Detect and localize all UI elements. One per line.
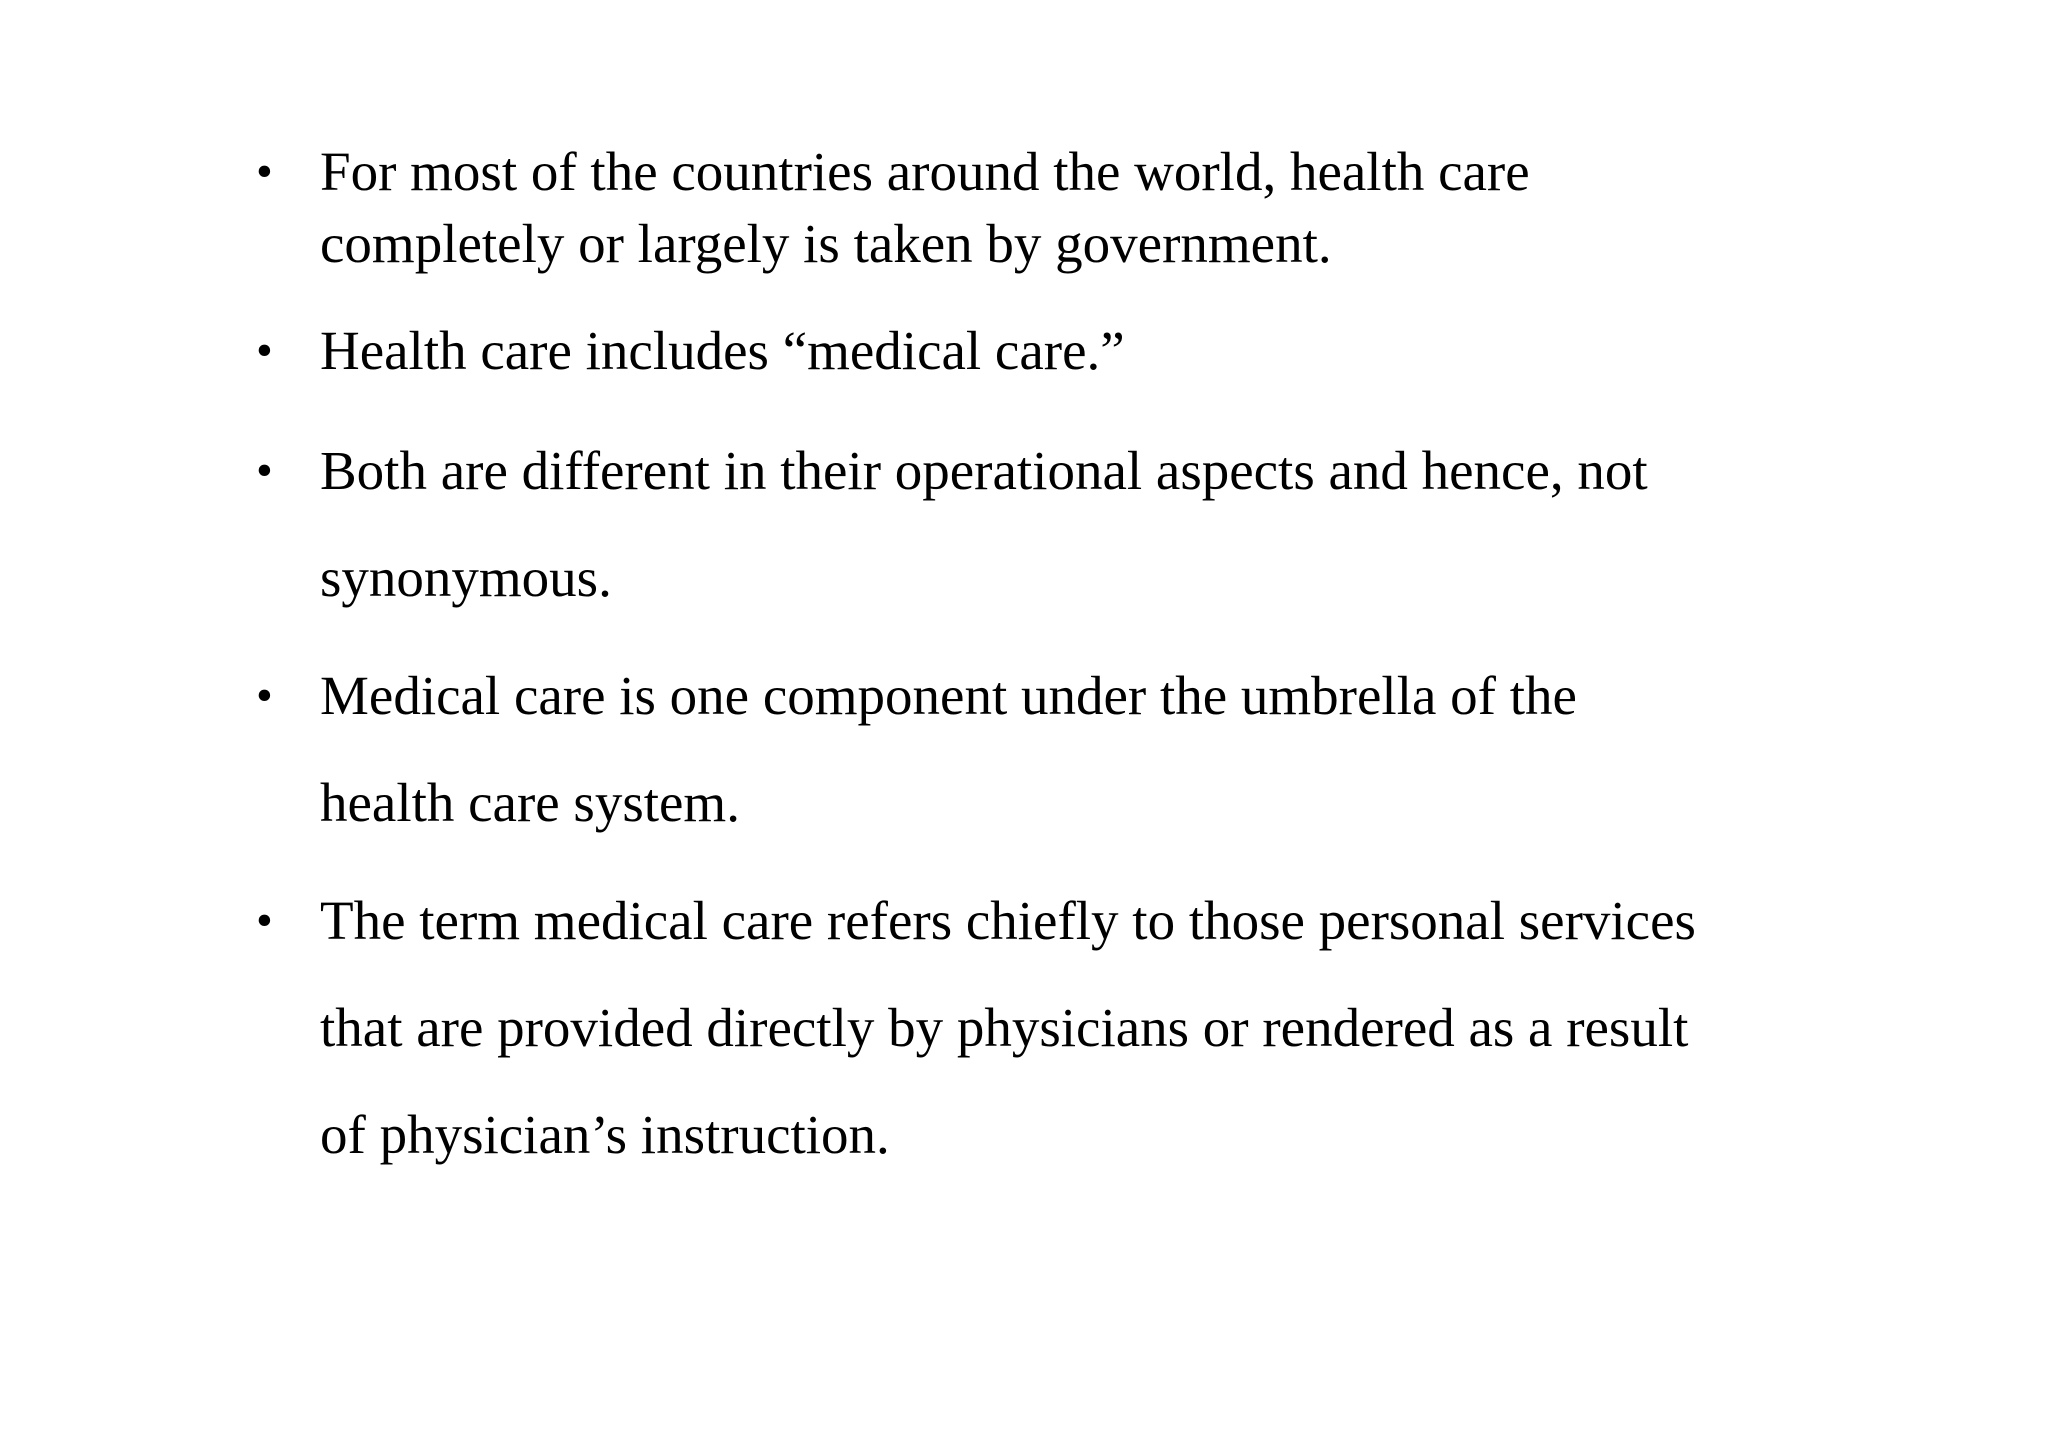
bullet-icon: • [256, 145, 273, 198]
bullet-icon: • [256, 669, 273, 722]
bullet-item [256, 642, 1820, 856]
bullet-line: Health care includes “medical care.” [320, 320, 1125, 381]
bullet-line: Medical care is one component under the umbrella of the [320, 665, 1577, 726]
bullet-line: Both are different in their operational aspects and hence, not [320, 440, 1648, 501]
bullet-item [256, 417, 1820, 631]
bullet-line: of physician’s instruction. [320, 1104, 890, 1165]
bullet-icon: • [256, 324, 273, 377]
bullet-line: that are provided directly by physicians or rendered as a result [320, 997, 1689, 1058]
bullet-line: The term medical care refers chiefly to those personal services [320, 890, 1696, 951]
bullet-icon: • [256, 894, 273, 947]
bullet-item [256, 315, 1820, 387]
bullet-line: For most of the countries around the world, health care [320, 141, 1530, 202]
bullet-item [256, 136, 1820, 280]
bullet-line: completely or largely is taken by government. [320, 213, 1332, 274]
bullet-line: synonymous. [320, 547, 612, 608]
bullet-line: health care system. [320, 772, 740, 833]
bullet-icon: • [256, 444, 273, 497]
bullet-item [256, 867, 1820, 1188]
